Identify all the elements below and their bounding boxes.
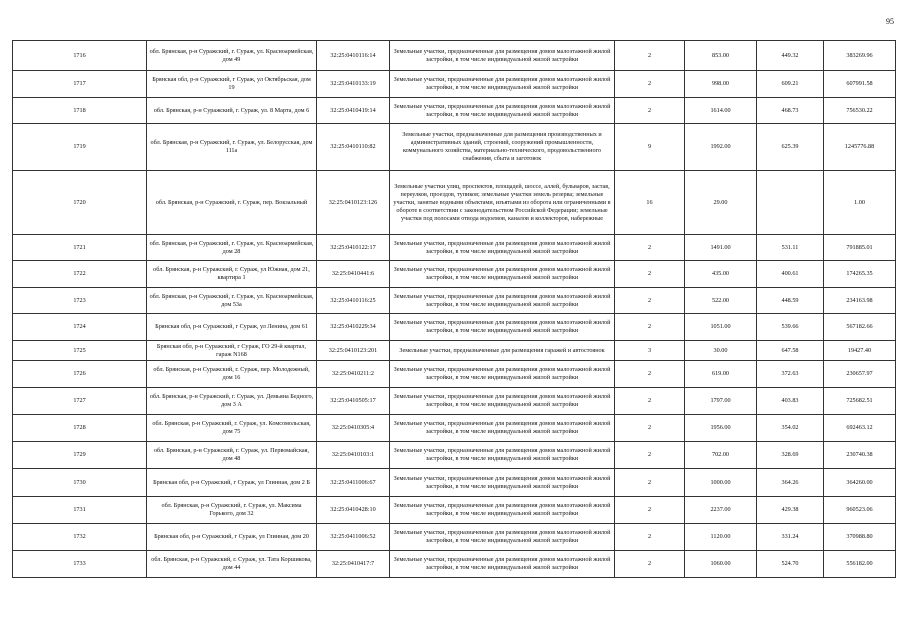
cadastral-value-cell: 364260.00 — [824, 469, 896, 497]
address-cell: обл. Брянская, р-н Суражский, г. Сураж, ул. Тата Коршикова, дом 44 — [147, 551, 317, 578]
use-code-cell: 2 — [615, 314, 685, 341]
row-number-cell: 1724 — [13, 314, 147, 341]
row-number-cell: 1723 — [13, 288, 147, 314]
cadastral-number-cell: 32:25:0410133:19 — [317, 71, 390, 98]
address-cell: обл. Брянская, р-н Суражский, г. Сураж, ул. Белорусская, дом 111а — [147, 124, 317, 171]
land-use-cell: Земельные участки, предназначенные для размещения домов малоэтажной жилой застройки, в том числе индивидуальной жилой застройки — [390, 98, 615, 124]
address-cell: обл. Брянская, р-н Суражский, г. Сураж, ул. Красноармейская, дом 53а — [147, 288, 317, 314]
land-use-cell: Земельные участки, предназначенные для размещения домов малоэтажной жилой застройки, в том числе индивидуальной жилой застройки — [390, 71, 615, 98]
land-use-cell: Земельные участки, предназначенные для размещения домов малоэтажной жилой застройки, в том числе индивидуальной жилой застройки — [390, 288, 615, 314]
use-code-cell: 2 — [615, 388, 685, 415]
land-use-cell: Земельные участки, предназначенные для размещения домов малоэтажной жилой застройки, в том числе индивидуальной жилой застройки — [390, 314, 615, 341]
rate-cell: 531.11 — [757, 235, 824, 261]
cadastral-value-cell: 1245776.88 — [824, 124, 896, 171]
cadastral-registry-table — [12, 40, 896, 578]
cadastral-value-cell: 556182.00 — [824, 551, 896, 578]
area-cell: 702.00 — [685, 442, 757, 469]
cadastral-value-cell: 230740.38 — [824, 442, 896, 469]
cadastral-value-cell: 960523.06 — [824, 497, 896, 524]
use-code-cell: 2 — [615, 288, 685, 314]
row-number-cell: 1716 — [13, 41, 147, 71]
cadastral-number-cell: 32:25:0410428:10 — [317, 497, 390, 524]
page-number: 95 — [886, 17, 894, 26]
cadastral-value-cell: 370988.80 — [824, 524, 896, 551]
cadastral-number-cell: 32:25:0410229:34 — [317, 314, 390, 341]
rate-cell: 403.83 — [757, 388, 824, 415]
row-number-cell: 1730 — [13, 469, 147, 497]
table-row — [13, 261, 896, 288]
use-code-cell: 2 — [615, 71, 685, 98]
rate-cell: 468.73 — [757, 98, 824, 124]
row-number-cell: 1722 — [13, 261, 147, 288]
area-cell: 1000.00 — [685, 469, 757, 497]
cadastral-number-cell: 32:25:0411006:52 — [317, 524, 390, 551]
address-cell: обл. Брянская, р-н Суражский, г. Сураж, ул. Красноармейская, дом 28 — [147, 235, 317, 261]
table-row — [13, 288, 896, 314]
address-cell: обл. Брянская, р-н Суражский, г. Сураж, ул Южная, дом 21, квартира 1 — [147, 261, 317, 288]
cadastral-value-cell: 1.00 — [824, 171, 896, 235]
row-number-cell: 1725 — [13, 341, 147, 361]
row-number-cell: 1721 — [13, 235, 147, 261]
table-row — [13, 341, 896, 361]
area-cell: 853.00 — [685, 41, 757, 71]
address-cell: обл. Брянская, р-н Суражский, г. Сураж, ул. Красноармейская, дом 49 — [147, 41, 317, 71]
cadastral-value-cell: 791885.01 — [824, 235, 896, 261]
use-code-cell: 2 — [615, 442, 685, 469]
cadastral-value-cell: 756530.22 — [824, 98, 896, 124]
use-code-cell: 2 — [615, 98, 685, 124]
table-row — [13, 415, 896, 442]
address-cell: обл. Брянская, р-н Суражский, г. Сураж, ул. 8 Марта, дом 6 — [147, 98, 317, 124]
land-use-cell: Земельные участки, предназначенные для размещения производственных и административных зданий, строений, сооружений промышленности, коммунального хозяйства, материально-технического, продовольственного снабжения, сбыта и заготовок — [390, 124, 615, 171]
table-row — [13, 551, 896, 578]
use-code-cell: 2 — [615, 524, 685, 551]
row-number-cell: 1726 — [13, 361, 147, 388]
use-code-cell: 2 — [615, 235, 685, 261]
cadastral-number-cell: 32:25:0410305:4 — [317, 415, 390, 442]
row-number-cell: 1717 — [13, 71, 147, 98]
rate-cell: 647.58 — [757, 341, 824, 361]
row-number-cell: 1733 — [13, 551, 147, 578]
table-row — [13, 71, 896, 98]
land-use-cell: Земельные участки улиц, проспектов, площадей, шоссе, аллей, бульваров, застав, переулков, проездов, тупиков; земельные участки земель резерва; земельные участки, занятые водными объектами, изъятыми из оборота или ограниченными в обороте в соответствии с законодательством Российской Федерации; земельные участки под полосами отвода водоемов, каналов и коллекторов, набережные — [390, 171, 615, 235]
cadastral-value-cell: 383269.96 — [824, 41, 896, 71]
table-row — [13, 524, 896, 551]
table-row — [13, 98, 896, 124]
land-use-cell: Земельные участки, предназначенные для размещения домов малоэтажной жилой застройки, в том числе индивидуальной жилой застройки — [390, 524, 615, 551]
address-cell: Брянская обл, р-н Суражский, г Сураж, ул Глинная, дом 2 Б — [147, 469, 317, 497]
cadastral-number-cell: 32:25:0410441:6 — [317, 261, 390, 288]
table-row — [13, 171, 896, 235]
row-number-cell: 1720 — [13, 171, 147, 235]
address-cell: обл. Брянская, р-н Суражский, г. Сураж, пер. Молодежный, дом 16 — [147, 361, 317, 388]
row-number-cell: 1728 — [13, 415, 147, 442]
address-cell: обл. Брянская, р-н Суражский, г. Сураж, пер. Вокзальный — [147, 171, 317, 235]
cadastral-number-cell: 32:25:0410419:14 — [317, 98, 390, 124]
cadastral-number-cell: 32:25:0410211:2 — [317, 361, 390, 388]
address-cell: Брянская обл, р-н Суражский, г Сураж, ул Ленина, дом 61 — [147, 314, 317, 341]
cadastral-value-cell: 607991.58 — [824, 71, 896, 98]
cadastral-value-cell: 692463.12 — [824, 415, 896, 442]
rate-cell: 448.59 — [757, 288, 824, 314]
table-body — [13, 41, 896, 578]
cadastral-number-cell: 32:25:0410103:1 — [317, 442, 390, 469]
cadastral-number-cell: 32:25:0410505:17 — [317, 388, 390, 415]
row-number-cell: 1732 — [13, 524, 147, 551]
area-cell: 435.00 — [685, 261, 757, 288]
land-use-cell: Земельные участки, предназначенные для размещения домов малоэтажной жилой застройки, в том числе индивидуальной жилой застройки — [390, 41, 615, 71]
area-cell: 619.00 — [685, 361, 757, 388]
cadastral-value-cell: 567182.66 — [824, 314, 896, 341]
rate-cell: 524.70 — [757, 551, 824, 578]
rate-cell: 364.26 — [757, 469, 824, 497]
area-cell: 1956.00 — [685, 415, 757, 442]
table-row — [13, 41, 896, 71]
area-cell: 1491.00 — [685, 235, 757, 261]
area-cell: 30.00 — [685, 341, 757, 361]
area-cell: 1614.00 — [685, 98, 757, 124]
use-code-cell: 2 — [615, 469, 685, 497]
row-number-cell: 1727 — [13, 388, 147, 415]
row-number-cell: 1731 — [13, 497, 147, 524]
row-number-cell: 1729 — [13, 442, 147, 469]
rate-cell: 609.21 — [757, 71, 824, 98]
cadastral-value-cell: 174265.35 — [824, 261, 896, 288]
land-use-cell: Земельные участки, предназначенные для размещения домов малоэтажной жилой застройки, в том числе индивидуальной жилой застройки — [390, 361, 615, 388]
land-use-cell: Земельные участки, предназначенные для размещения домов малоэтажной жилой застройки, в том числе индивидуальной жилой застройки — [390, 551, 615, 578]
land-use-cell: Земельные участки, предназначенные для размещения домов малоэтажной жилой застройки, в том числе индивидуальной жилой застройки — [390, 415, 615, 442]
address-cell: обл. Брянская, р-н Суражский, г. Сураж, ул. Демьяна Бедного, дом 3 А — [147, 388, 317, 415]
use-code-cell: 9 — [615, 124, 685, 171]
cadastral-number-cell: 32:25:0410110:82 — [317, 124, 390, 171]
land-use-cell: Земельные участки, предназначенные для размещения домов малоэтажной жилой застройки, в том числе индивидуальной жилой застройки — [390, 261, 615, 288]
cadastral-value-cell: 234163.98 — [824, 288, 896, 314]
rate-cell: 400.61 — [757, 261, 824, 288]
area-cell: 1120.00 — [685, 524, 757, 551]
table-row — [13, 497, 896, 524]
use-code-cell: 2 — [615, 497, 685, 524]
address-cell: Брянская обл, р-н Суражский, г Сураж, ГО 29-й квартал, гараж N168 — [147, 341, 317, 361]
area-cell: 1797.00 — [685, 388, 757, 415]
rate-cell: 354.02 — [757, 415, 824, 442]
cadastral-number-cell: 32:25:0410116:14 — [317, 41, 390, 71]
rate-cell — [757, 171, 824, 235]
rate-cell: 331.24 — [757, 524, 824, 551]
table-row — [13, 388, 896, 415]
rate-cell: 449.32 — [757, 41, 824, 71]
cadastral-number-cell: 32:25:0410123:126 — [317, 171, 390, 235]
use-code-cell: 2 — [615, 361, 685, 388]
address-cell: Брянская обл, р-н Суражский, г Сураж, ул Октябрьская, дом 19 — [147, 71, 317, 98]
address-cell: Брянская обл, р-н Суражский, г Сураж, ул Глинная, дом 20 — [147, 524, 317, 551]
table-row — [13, 442, 896, 469]
address-cell: обл. Брянская, р-н Суражский, г. Сураж, ул. Максима Горького, дом 32 — [147, 497, 317, 524]
area-cell: 2237.00 — [685, 497, 757, 524]
land-use-cell: Земельные участки, предназначенные для размещения домов малоэтажной жилой застройки, в том числе индивидуальной жилой застройки — [390, 388, 615, 415]
rate-cell: 429.38 — [757, 497, 824, 524]
use-code-cell: 2 — [615, 41, 685, 71]
cadastral-value-cell: 725682.51 — [824, 388, 896, 415]
rate-cell: 539.66 — [757, 314, 824, 341]
row-number-cell: 1718 — [13, 98, 147, 124]
address-cell: обл. Брянская, р-н Суражский, г. Сураж, ул. Первомайская, дом 48 — [147, 442, 317, 469]
cadastral-value-cell: 230657.97 — [824, 361, 896, 388]
land-use-cell: Земельные участки, предназначенные для размещения гаражей и автостоянок — [390, 341, 615, 361]
area-cell: 1992.00 — [685, 124, 757, 171]
cadastral-number-cell: 32:25:0411006:67 — [317, 469, 390, 497]
rate-cell: 372.63 — [757, 361, 824, 388]
land-use-cell: Земельные участки, предназначенные для размещения домов малоэтажной жилой застройки, в том числе индивидуальной жилой застройки — [390, 497, 615, 524]
cadastral-number-cell: 32:25:0410123:201 — [317, 341, 390, 361]
rate-cell: 328.69 — [757, 442, 824, 469]
cadastral-number-cell: 32:25:0410417:7 — [317, 551, 390, 578]
rate-cell: 625.39 — [757, 124, 824, 171]
table-row — [13, 314, 896, 341]
use-code-cell: 16 — [615, 171, 685, 235]
land-use-cell: Земельные участки, предназначенные для размещения домов малоэтажной жилой застройки, в том числе индивидуальной жилой застройки — [390, 235, 615, 261]
area-cell: 1060.00 — [685, 551, 757, 578]
cadastral-value-cell: 19427.40 — [824, 341, 896, 361]
use-code-cell: 2 — [615, 261, 685, 288]
use-code-cell: 2 — [615, 415, 685, 442]
address-cell: обл. Брянская, р-н Суражский, г. Сураж, ул. Комсомольская, дом 75 — [147, 415, 317, 442]
area-cell: 998.00 — [685, 71, 757, 98]
land-use-cell: Земельные участки, предназначенные для размещения домов малоэтажной жилой застройки, в том числе индивидуальной жилой застройки — [390, 469, 615, 497]
use-code-cell: 3 — [615, 341, 685, 361]
area-cell: 1051.00 — [685, 314, 757, 341]
area-cell: 29.00 — [685, 171, 757, 235]
table-row — [13, 469, 896, 497]
cadastral-number-cell: 32:25:0410122:17 — [317, 235, 390, 261]
use-code-cell: 2 — [615, 551, 685, 578]
table-row — [13, 235, 896, 261]
land-use-cell: Земельные участки, предназначенные для размещения домов малоэтажной жилой застройки, в том числе индивидуальной жилой застройки — [390, 442, 615, 469]
row-number-cell: 1719 — [13, 124, 147, 171]
cadastral-number-cell: 32:25:0410116:25 — [317, 288, 390, 314]
table-row — [13, 361, 896, 388]
table-row — [13, 124, 896, 171]
area-cell: 522.00 — [685, 288, 757, 314]
